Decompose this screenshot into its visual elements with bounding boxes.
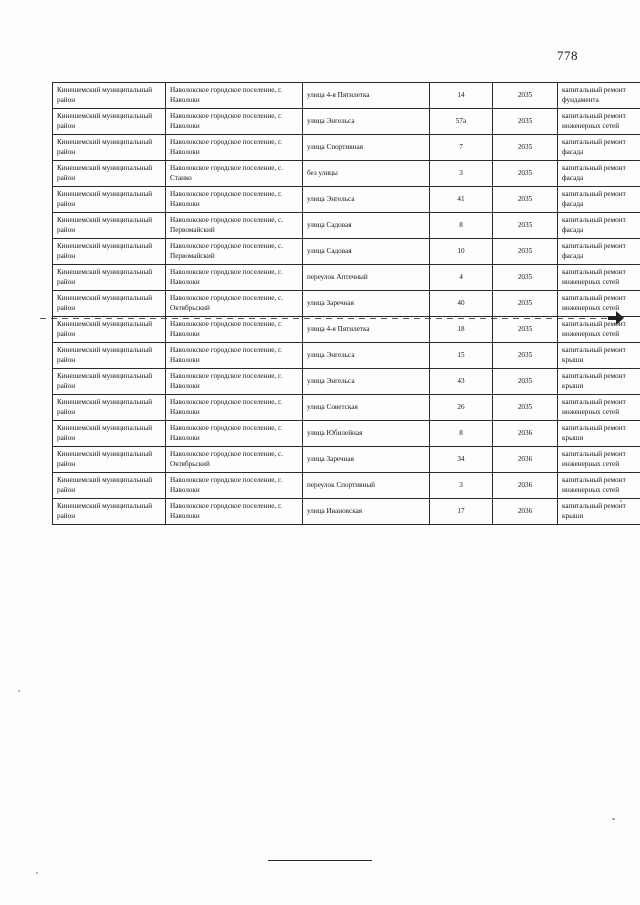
table-cell-work: капитальный ремонт инженерных сетей xyxy=(558,109,640,135)
table-cell-region: Кинешемский муниципальный район xyxy=(53,83,166,109)
table-cell-settlement: Наволокское городское поселение, с. Октябрьский xyxy=(166,291,303,317)
table-cell-house: 17 xyxy=(430,499,493,525)
table-cell-house: 40 xyxy=(430,291,493,317)
table-cell-work: капитальный ремонт инженерных сетей xyxy=(558,291,640,317)
table-row xyxy=(53,239,640,265)
table-cell-region: Кинешемский муниципальный район xyxy=(53,109,166,135)
table-cell-year: 2035 xyxy=(493,265,558,291)
table-cell-region: Кинешемский муниципальный район xyxy=(53,265,166,291)
table-row xyxy=(53,369,640,395)
page-number: 778 xyxy=(557,48,578,63)
table-row xyxy=(53,265,640,291)
table-cell-street: улица Энгельса xyxy=(303,369,430,395)
table-cell-region: Кинешемский муниципальный район xyxy=(53,395,166,421)
table-cell-work: капитальный ремонт фундамента xyxy=(558,83,640,109)
table-cell-street: улица Спортивная xyxy=(303,135,430,161)
table-cell-street: без улицы xyxy=(303,161,430,187)
table-cell-house: 4 xyxy=(430,265,493,291)
table-cell-settlement: Наволокское городское поселение, с. Октябрьский xyxy=(166,447,303,473)
capital-repair-table xyxy=(52,82,640,525)
table-cell-year: 2035 xyxy=(493,213,558,239)
table-cell-year: 2036 xyxy=(493,447,558,473)
table-cell-street: улица Энгельса xyxy=(303,109,430,135)
table-cell-region: Кинешемский муниципальный район xyxy=(53,499,166,525)
scan-artifact-line xyxy=(40,318,614,319)
table-cell-work: капитальный ремонт крыши xyxy=(558,343,640,369)
table-cell-region: Кинешемский муниципальный район xyxy=(53,473,166,499)
table-cell-settlement: Наволокское городское поселение, г. Наволоки xyxy=(166,317,303,343)
table-cell-work: капитальный ремонт крыши xyxy=(558,499,640,525)
table-cell-year: 2035 xyxy=(493,369,558,395)
table-cell-settlement: Наволокское городское поселение, г. Наволоки xyxy=(166,109,303,135)
table-cell-year: 2035 xyxy=(493,135,558,161)
table-cell-region: Кинешемский муниципальный район xyxy=(53,213,166,239)
table-cell-house: 10 xyxy=(430,239,493,265)
table-cell-year: 2035 xyxy=(493,395,558,421)
table-row xyxy=(53,135,640,161)
table-row xyxy=(53,473,640,499)
table-cell-house: 7 xyxy=(430,135,493,161)
table-cell-region: Кинешемский муниципальный район xyxy=(53,369,166,395)
table-row xyxy=(53,395,640,421)
table-cell-house: 14 xyxy=(430,83,493,109)
capital-repair-table-container xyxy=(52,82,626,525)
table-cell-year: 2035 xyxy=(493,83,558,109)
scan-artifact-arrow-icon xyxy=(608,311,624,325)
table-cell-settlement: Наволокское городское поселение, г. Наволоки xyxy=(166,421,303,447)
table-row xyxy=(53,291,640,317)
table-cell-region: Кинешемский муниципальный район xyxy=(53,317,166,343)
table-cell-house: 3 xyxy=(430,473,493,499)
table-cell-region: Кинешемский муниципальный район xyxy=(53,343,166,369)
table-cell-street: улица Юбилейная xyxy=(303,421,430,447)
table-cell-street: улица Энгельса xyxy=(303,187,430,213)
table-cell-street: улица Ивановская xyxy=(303,499,430,525)
table-row xyxy=(53,421,640,447)
table-cell-street: улица 4-я Пятилетка xyxy=(303,317,430,343)
table-cell-settlement: Наволокское городское поселение, г. Наволоки xyxy=(166,135,303,161)
table-row xyxy=(53,161,640,187)
table-cell-region: Кинешемский муниципальный район xyxy=(53,291,166,317)
table-cell-work: капитальный ремонт фасада xyxy=(558,135,640,161)
table-cell-settlement: Наволокское городское поселение, г. Наволоки xyxy=(166,369,303,395)
table-row xyxy=(53,83,640,109)
table-row xyxy=(53,499,640,525)
table-cell-work: капитальный ремонт крыши xyxy=(558,369,640,395)
table-cell-work: капитальный ремонт фасада xyxy=(558,161,640,187)
table-cell-year: 2035 xyxy=(493,109,558,135)
table-cell-year: 2035 xyxy=(493,343,558,369)
table-cell-settlement: Наволокское городское поселение, с. Первомайский xyxy=(166,239,303,265)
table-cell-settlement: Наволокское городское поселение, г. Наволоки xyxy=(166,473,303,499)
table-cell-street: переулок Аптечный xyxy=(303,265,430,291)
table-cell-street: улица Энгельса xyxy=(303,343,430,369)
table-cell-region: Кинешемский муниципальный район xyxy=(53,421,166,447)
table-body xyxy=(53,83,640,525)
table-cell-street: улица Садовая xyxy=(303,213,430,239)
table-cell-settlement: Наволокское городское поселение, г. Наволоки xyxy=(166,395,303,421)
table-row xyxy=(53,109,640,135)
table-cell-street: улица 4-я Пятилетка xyxy=(303,83,430,109)
table-cell-street: улица Заречная xyxy=(303,291,430,317)
table-cell-work: капитальный ремонт крыши xyxy=(558,421,640,447)
table-cell-region: Кинешемский муниципальный район xyxy=(53,135,166,161)
table-cell-work: капитальный ремонт инженерных сетей xyxy=(558,473,640,499)
table-cell-work: капитальный ремонт инженерных сетей xyxy=(558,395,640,421)
table-cell-year: 2035 xyxy=(493,187,558,213)
table-cell-house: 18 xyxy=(430,317,493,343)
scan-speck xyxy=(612,818,615,820)
table-cell-house: 3 xyxy=(430,161,493,187)
table-cell-settlement: Наволокское городское поселение, с. Первомайский xyxy=(166,213,303,239)
table-cell-house: 15 xyxy=(430,343,493,369)
table-cell-house: 34 xyxy=(430,447,493,473)
table-cell-region: Кинешемский муниципальный район xyxy=(53,447,166,473)
table-cell-year: 2035 xyxy=(493,317,558,343)
table-cell-street: улица Заречная xyxy=(303,447,430,473)
table-cell-year: 2035 xyxy=(493,161,558,187)
table-cell-region: Кинешемский муниципальный район xyxy=(53,187,166,213)
table-cell-work: капитальный ремонт фасада xyxy=(558,239,640,265)
table-cell-house: 43 xyxy=(430,369,493,395)
table-cell-street: переулок Спортивный xyxy=(303,473,430,499)
table-row xyxy=(53,187,640,213)
table-row xyxy=(53,343,640,369)
table-cell-street: улица Садовая xyxy=(303,239,430,265)
table-cell-region: Кинешемский муниципальный район xyxy=(53,161,166,187)
table-cell-year: 2036 xyxy=(493,499,558,525)
table-cell-year: 2035 xyxy=(493,239,558,265)
table-cell-settlement: Наволокское городское поселение, г. Наволоки xyxy=(166,499,303,525)
table-row xyxy=(53,317,640,343)
table-cell-settlement: Наволокское городское поселение, с. Станко xyxy=(166,161,303,187)
table-cell-work: капитальный ремонт фасада xyxy=(558,187,640,213)
table-cell-street: улица Советская xyxy=(303,395,430,421)
table-cell-settlement: Наволокское городское поселение, г. Наволоки xyxy=(166,265,303,291)
table-cell-house: 8 xyxy=(430,213,493,239)
table-cell-settlement: Наволокское городское поселение, г. Наволоки xyxy=(166,83,303,109)
table-cell-work: капитальный ремонт инженерных сетей xyxy=(558,447,640,473)
footer-rule xyxy=(268,860,372,861)
table-cell-year: 2036 xyxy=(493,421,558,447)
table-cell-house: 8 xyxy=(430,421,493,447)
table-cell-work: капитальный ремонт инженерных сетей xyxy=(558,265,640,291)
table-cell-settlement: Наволокское городское поселение, г. Наволоки xyxy=(166,343,303,369)
table-cell-year: 2035 xyxy=(493,291,558,317)
scan-speck xyxy=(36,872,38,874)
table-cell-work: капитальный ремонт инженерных сетей xyxy=(558,317,640,343)
table-cell-house: 41 xyxy=(430,187,493,213)
scan-speck xyxy=(18,690,20,692)
scan-speck xyxy=(620,500,622,502)
table-cell-year: 2036 xyxy=(493,473,558,499)
table-cell-region: Кинешемский муниципальный район xyxy=(53,239,166,265)
table-row xyxy=(53,447,640,473)
table-cell-house: 26 xyxy=(430,395,493,421)
table-cell-settlement: Наволокское городское поселение, г. Наволоки xyxy=(166,187,303,213)
table-row xyxy=(53,213,640,239)
table-cell-work: капитальный ремонт фасада xyxy=(558,213,640,239)
table-cell-house: 57а xyxy=(430,109,493,135)
